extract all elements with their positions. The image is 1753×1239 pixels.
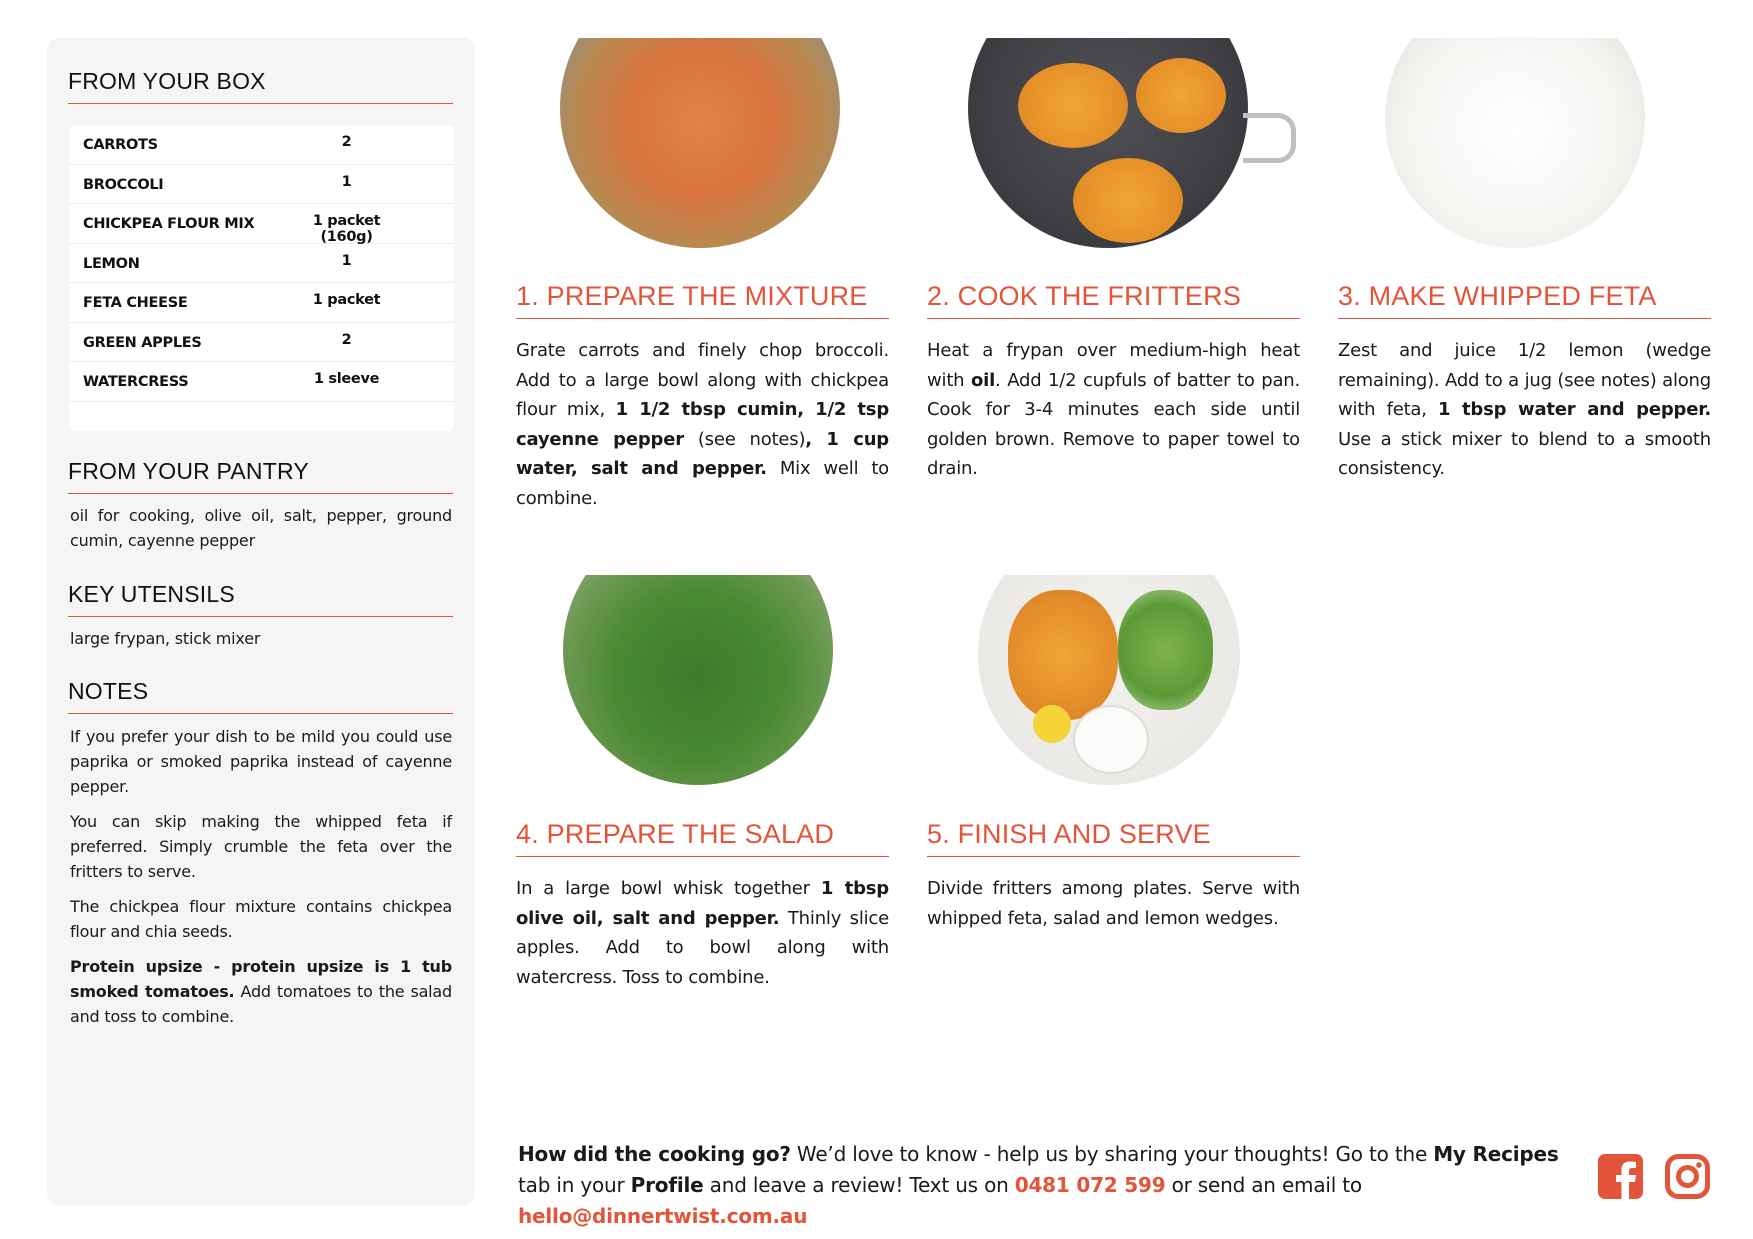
- table-row: [69, 283, 454, 323]
- step-1-title: 1. PREPARE THE MIXTURE: [516, 281, 889, 319]
- table-row: [69, 165, 454, 205]
- ingredient-qty: 1: [341, 252, 352, 269]
- notes-text: [70, 724, 452, 1039]
- step-5-title: 5. FINISH AND SERVE: [927, 819, 1300, 857]
- ingredient-name: LEMON: [83, 255, 140, 272]
- step-1-photo: [560, 38, 840, 248]
- ingredient-qty: 1: [341, 173, 352, 190]
- ingredient-qty: 1 sleeve: [313, 371, 380, 387]
- from-your-box-heading: FROM YOUR BOX: [68, 68, 453, 104]
- step-3-title: 3. MAKE WHIPPED FETA: [1338, 281, 1711, 319]
- ingredient-name: GREEN APPLES: [83, 334, 202, 351]
- my-recipes-label: My Recipes: [1433, 1142, 1559, 1166]
- profile-label: Profile: [630, 1173, 704, 1197]
- utensils-text: large frypan, stick mixer: [70, 629, 261, 648]
- ingredient-name: FETA CHEESE: [83, 295, 188, 311]
- step-1-text: Grate carrots and finely chop broccoli. Add to a large bowl along with chickpea flour mix, 1 1/2 tbsp cumin, 1/2 tsp cayenne pepper (see notes), 1 cup water, salt and pepper. Mix well to combine.: [516, 340, 889, 509]
- ingredient-name: CHICKPEA FLOUR MIX: [83, 216, 255, 232]
- step-4-photo: [563, 575, 833, 785]
- step-3-text: Zest and juice 1/2 lemon (wedge remaining). Add to a jug (see notes) along with feta, 1 tbsp water and pepper. Use a stick mixer to blend to a smooth consistency.: [1338, 340, 1711, 479]
- phone-link[interactable]: 0481 072 599: [1014, 1173, 1166, 1197]
- upsize-text: Add tomatoes to the salad and toss to combine.: [70, 982, 452, 1026]
- facebook-icon[interactable]: [1598, 1154, 1643, 1199]
- ingredient-name: CARROTS: [83, 137, 158, 153]
- table-row: [69, 125, 454, 165]
- step-5-text: Divide fritters among plates. Serve with whipped feta, salad and lemon wedges.: [927, 878, 1300, 929]
- notes-heading: NOTES: [68, 678, 453, 714]
- ingredient-name: WATERCRESS: [83, 374, 189, 390]
- step-4-text: In a large bowl whisk together 1 tbsp olive oil, salt and pepper. Thinly slice apples. Add to bowl along with watercress. Toss to combine.: [516, 878, 889, 988]
- step-2-title: 2. COOK THE FRITTERS: [927, 281, 1300, 319]
- pantry-text: oil for cooking, olive oil, salt, pepper, ground cumin, cayenne pepper: [70, 506, 452, 550]
- table-row: [69, 244, 454, 284]
- step-5-photo: [978, 575, 1240, 785]
- note-paragraph: You can skip making the whipped feta if preferred. Simply crumble the feta over the fritters to serve.: [70, 812, 452, 881]
- ingredient-name: BROCCOLI: [83, 176, 164, 193]
- ingredient-qty: 1 packet (160g): [312, 213, 381, 245]
- step-3-photo: [1385, 38, 1645, 248]
- email-link[interactable]: hello@dinnertwist.com.au: [518, 1204, 808, 1228]
- ingredients-sidebar: [47, 38, 475, 1205]
- note-paragraph: [70, 954, 452, 1029]
- ingredient-qty: 1 packet: [312, 292, 381, 308]
- step-2-photo: [968, 38, 1298, 248]
- note-paragraph: If you prefer your dish to be mild you could use paprika or smoked paprika instead of cayenne pepper.: [70, 727, 452, 796]
- step-4-title: 4. PREPARE THE SALAD: [516, 819, 889, 857]
- upsize-bold: Protein upsize - protein upsize is 1 tub smoked tomatoes.: [70, 957, 452, 1001]
- table-row: [69, 204, 454, 244]
- ingredient-qty: 2: [341, 331, 352, 348]
- ingredient-qty: 2: [341, 134, 352, 150]
- box-ingredients-table: [69, 125, 454, 431]
- step-2-text: Heat a frypan over medium-high heat with oil. Add 1/2 cupfuls of batter to pan. Cook for 3-4 minutes each side until golden brown. Remove to paper towel to drain.: [927, 340, 1301, 479]
- table-row: [69, 323, 454, 363]
- from-your-pantry-heading: FROM YOUR PANTRY: [68, 458, 453, 494]
- feedback-footer: How did the cooking go? We’d love to know - help us by sharing your thoughts! Go to the My Recipes tab in your Profile and leave a review! Text us on 0481 072 599 or send an email to hello@dinnertwist.com.au: [518, 1142, 1559, 1228]
- instagram-icon[interactable]: [1665, 1154, 1710, 1199]
- key-utensils-heading: KEY UTENSILS: [68, 581, 453, 617]
- table-row: [69, 362, 454, 402]
- note-paragraph: The chickpea flour mixture contains chickpea flour and chia seeds.: [70, 897, 452, 941]
